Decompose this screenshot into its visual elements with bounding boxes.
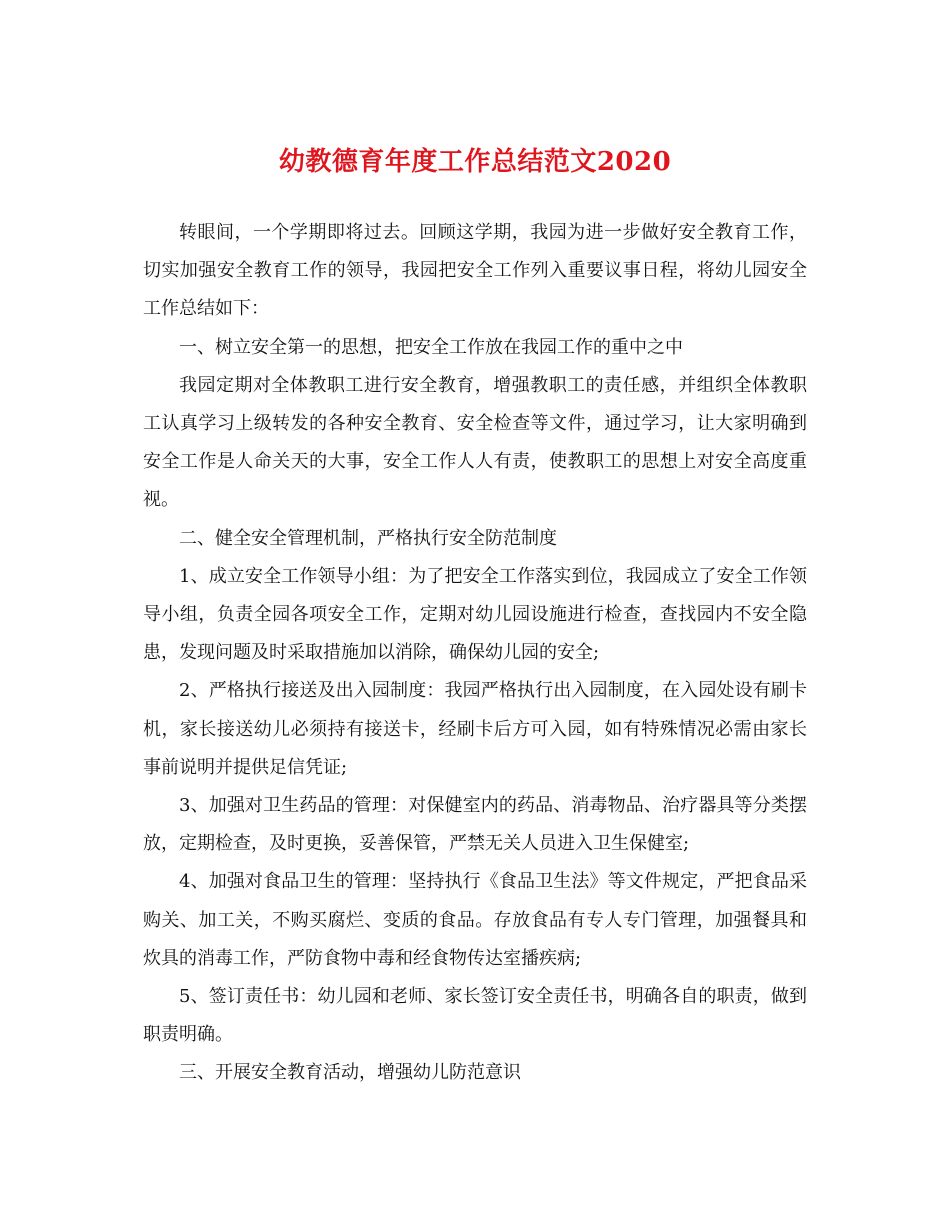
list-item-2: 2、严格执行接送及出入园制度：我园严格执行出入园制度，在入园处设有刷卡机，家长接送幼儿必须持有接送卡，经刷卡后方可入园，如有特殊情况必需由家长事前说明并提供足信凭证; (143, 680, 807, 778)
paragraph-intro: 转眼间，一个学期即将过去。回顾这学期，我园为进一步做好安全教育工作，切实加强安全教育工作的领导，我园把安全工作列入重要议事日程，将幼儿园安全工作总结如下： (143, 222, 807, 320)
paragraph-safety-education: 我园定期对全体教职工进行安全教育，增强教职工的责任感，并组织全体教职工认真学习上级转发的各种安全教育、安全检查等文件，通过学习，让大家明确到安全工作是人命关天的大事，安全工作人人有责，使教职工的思想上对安全高度重视。 (143, 374, 807, 511)
list-item-3: 3、加强对卫生药品的管理：对保健室内的药品、消毒物品、治疗器具等分类摆放，定期检查，及时更换，妥善保管，严禁无关人员进入卫生保健室; (143, 795, 807, 855)
list-item-5: 5、签订责任书：幼儿园和老师、家长签订安全责任书，明确各自的职责，做到职责明确。 (143, 986, 807, 1046)
section-heading-1: 一、树立安全第一的思想，把安全工作放在我园工作的重中之中 (179, 336, 683, 358)
list-item-1: 1、成立安全工作领导小组：为了把安全工作落实到位，我园成立了安全工作领导小组，负责全园各项安全工作，定期对幼儿园设施进行检查，查找园内不安全隐患，发现问题及时采取措施加以消除，确保幼儿园的安全; (143, 565, 807, 664)
document-body (143, 214, 807, 1093)
section-heading-2: 二、健全安全管理机制，严格执行安全防范制度 (179, 527, 557, 549)
list-item-4: 4、加强对食品卫生的管理：坚持执行《食品卫生法》等文件规定，严把食品采购关、加工关，不购买腐烂、变质的食品。存放食品有专人专门管理，加强餐具和炊具的消毒工作，严防食物中毒和经食物传达室播疾病; (143, 871, 807, 969)
document-title: 幼教德育年度工作总结范文2020 (278, 147, 672, 177)
section-heading-3: 三、开展安全教育活动，增强幼儿防范意识 (179, 1062, 521, 1084)
